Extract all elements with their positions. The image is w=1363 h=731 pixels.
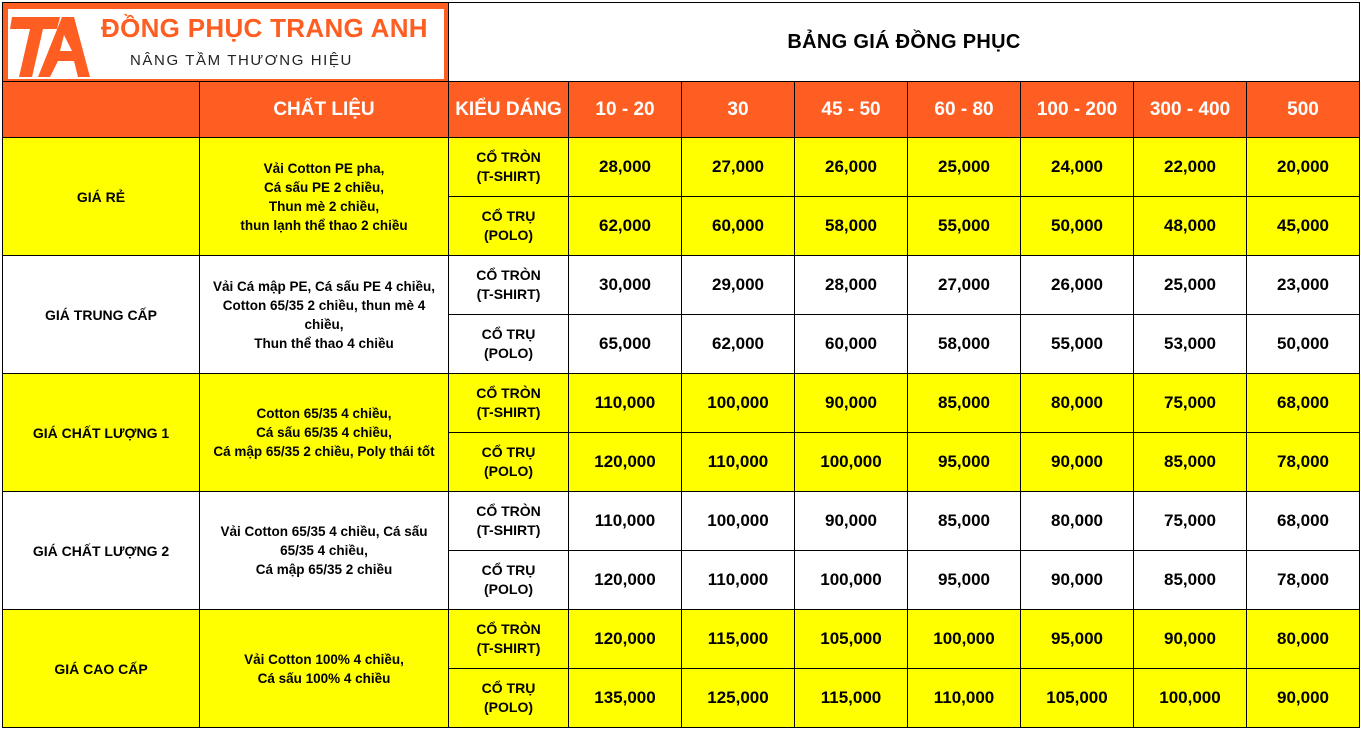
price-cell: 23,000: [1247, 256, 1360, 315]
price-cell: 24,000: [1021, 138, 1134, 197]
style-line: CỔ TRÒN: [476, 503, 541, 519]
tier-name: GIÁ TRUNG CẤP: [3, 256, 200, 374]
tier-materials: [200, 492, 449, 610]
brand-logo: [8, 9, 444, 79]
price-cell: 90,000: [1134, 610, 1247, 669]
price-cell: 95,000: [908, 433, 1021, 492]
header-quantity: 100 - 200: [1021, 82, 1134, 138]
style-cell: [449, 315, 569, 374]
price-cell: 75,000: [1134, 374, 1247, 433]
style-line: (T-SHIRT): [476, 522, 541, 538]
price-cell: 62,000: [682, 315, 795, 374]
material-line: Cá sấu 100% 4 chiều: [257, 670, 391, 686]
style-cell: [449, 492, 569, 551]
price-cell: 110,000: [908, 669, 1021, 728]
tier-materials: [200, 138, 449, 256]
price-cell: 28,000: [569, 138, 682, 197]
price-cell: 100,000: [908, 610, 1021, 669]
ta-monogram-icon: [8, 9, 100, 79]
style-line: (T-SHIRT): [476, 640, 541, 656]
price-cell: 105,000: [1021, 669, 1134, 728]
table-row: [3, 610, 1360, 669]
header-style: KIỂU DÁNG: [449, 82, 569, 138]
price-cell: 120,000: [569, 433, 682, 492]
material-line: Cá sấu PE 2 chiều,: [263, 179, 385, 195]
price-cell: 80,000: [1247, 610, 1360, 669]
price-cell: 50,000: [1021, 197, 1134, 256]
style-cell: [449, 374, 569, 433]
brand-slogan: NÂNG TẦM THƯƠNG HIỆU: [130, 51, 353, 69]
price-cell: 115,000: [795, 669, 908, 728]
price-cell: 60,000: [682, 197, 795, 256]
table-row: [3, 492, 1360, 551]
style-cell: [449, 610, 569, 669]
material-line: Cotton 65/35 4 chiều,: [256, 406, 392, 421]
style-line: CỔ TRỤ: [481, 562, 536, 578]
price-cell: 68,000: [1247, 492, 1360, 551]
style-line: (POLO): [484, 227, 533, 243]
price-cell: 25,000: [908, 138, 1021, 197]
price-cell: 22,000: [1134, 138, 1247, 197]
style-line: CỔ TRÒN: [476, 385, 541, 401]
page-title: BẢNG GIÁ ĐỒNG PHỤC: [449, 3, 1360, 82]
price-cell: 100,000: [795, 433, 908, 492]
price-cell: 27,000: [682, 138, 795, 197]
price-cell: 62,000: [569, 197, 682, 256]
price-cell: 48,000: [1134, 197, 1247, 256]
price-cell: 120,000: [569, 610, 682, 669]
price-cell: 110,000: [569, 492, 682, 551]
tier-name: GIÁ CHẤT LƯỢNG 1: [3, 374, 200, 492]
price-cell: 20,000: [1247, 138, 1360, 197]
header-material: CHẤT LIỆU: [200, 82, 449, 138]
tier-materials: [200, 374, 449, 492]
price-table: [2, 2, 1360, 728]
brand-name: ĐỒNG PHỤC TRANG ANH: [101, 12, 428, 43]
price-cell: 53,000: [1134, 315, 1247, 374]
table-row: [3, 256, 1360, 315]
material-line: Thun thể thao 4 chiều: [254, 335, 394, 351]
price-cell: 135,000: [569, 669, 682, 728]
material-line: Thun mè 2 chiều,: [268, 198, 380, 214]
price-cell: 50,000: [1247, 315, 1360, 374]
material-line: thun lạnh thể thao 2 chiều: [240, 217, 408, 233]
price-cell: 26,000: [1021, 256, 1134, 315]
material-line: Cá mập 65/35 2 chiều, Poly thái tốt: [213, 444, 435, 459]
price-cell: 75,000: [1134, 492, 1247, 551]
price-cell: 100,000: [682, 492, 795, 551]
price-cell: 60,000: [795, 315, 908, 374]
price-cell: 110,000: [682, 433, 795, 492]
price-cell: 78,000: [1247, 551, 1360, 610]
style-line: (POLO): [484, 699, 533, 715]
price-cell: 80,000: [1021, 492, 1134, 551]
price-cell: 58,000: [795, 197, 908, 256]
style-line: CỔ TRỤ: [481, 444, 536, 460]
style-line: (T-SHIRT): [476, 404, 541, 420]
header-quantity: 300 - 400: [1134, 82, 1247, 138]
style-cell: [449, 197, 569, 256]
material-line: Cá mập 65/35 2 chiều: [255, 562, 393, 577]
price-cell: 90,000: [795, 492, 908, 551]
style-cell: [449, 138, 569, 197]
header-corner: [3, 82, 200, 138]
price-cell: 25,000: [1134, 256, 1247, 315]
style-line: CỔ TRÒN: [476, 149, 541, 165]
price-cell: 58,000: [908, 315, 1021, 374]
material-line: Vải Cá mập PE, Cá sấu PE 4 chiều,: [212, 278, 436, 294]
price-cell: 55,000: [908, 197, 1021, 256]
table-row: [3, 374, 1360, 433]
material-line: Vải Cotton PE pha,: [263, 160, 385, 176]
price-cell: 30,000: [569, 256, 682, 315]
price-cell: 90,000: [1021, 551, 1134, 610]
style-line: (POLO): [484, 463, 533, 479]
style-cell: [449, 551, 569, 610]
style-line: (POLO): [484, 345, 533, 361]
price-cell: 68,000: [1247, 374, 1360, 433]
price-cell: 26,000: [795, 138, 908, 197]
price-cell: 95,000: [908, 551, 1021, 610]
style-line: CỔ TRÒN: [476, 621, 541, 637]
style-line: CỔ TRÒN: [476, 267, 541, 283]
tier-name: GIÁ CHẤT LƯỢNG 2: [3, 492, 200, 610]
material-line: Vải Cotton 100% 4 chiều,: [244, 651, 404, 667]
material-line: Cá sấu 65/35 4 chiều,: [256, 425, 392, 440]
table-row: [3, 138, 1360, 197]
price-cell: 100,000: [1134, 669, 1247, 728]
price-cell: 90,000: [795, 374, 908, 433]
price-cell: 28,000: [795, 256, 908, 315]
style-cell: [449, 256, 569, 315]
header-quantity: 45 - 50: [795, 82, 908, 138]
price-cell: 95,000: [1021, 610, 1134, 669]
price-cell: 90,000: [1247, 669, 1360, 728]
price-cell: 78,000: [1247, 433, 1360, 492]
price-cell: 120,000: [569, 551, 682, 610]
price-cell: 80,000: [1021, 374, 1134, 433]
style-line: CỔ TRỤ: [481, 680, 536, 696]
style-line: CỔ TRỤ: [481, 326, 536, 342]
price-cell: 105,000: [795, 610, 908, 669]
style-cell: [449, 669, 569, 728]
price-cell: 85,000: [908, 374, 1021, 433]
price-cell: 110,000: [682, 551, 795, 610]
header-quantity: 500: [1247, 82, 1360, 138]
header-quantity: 60 - 80: [908, 82, 1021, 138]
price-cell: 110,000: [569, 374, 682, 433]
price-cell: 85,000: [1134, 551, 1247, 610]
price-cell: 65,000: [569, 315, 682, 374]
style-line: CỔ TRỤ: [481, 208, 536, 224]
tier-name: GIÁ CAO CẤP: [3, 610, 200, 728]
tier-materials: [200, 610, 449, 728]
price-cell: 29,000: [682, 256, 795, 315]
style-line: (T-SHIRT): [476, 168, 541, 184]
price-cell: 27,000: [908, 256, 1021, 315]
material-line: Cotton 65/35 2 chiều, thun mè 4: [222, 297, 426, 313]
tier-name: GIÁ RẺ: [3, 138, 200, 256]
price-cell: 125,000: [682, 669, 795, 728]
material-line: Vải Cotton 65/35 4 chiều, Cá sấu: [220, 524, 428, 539]
logo-cell: [3, 3, 449, 82]
style-line: (T-SHIRT): [476, 286, 541, 302]
price-cell: 100,000: [682, 374, 795, 433]
price-cell: 115,000: [682, 610, 795, 669]
price-cell: 100,000: [795, 551, 908, 610]
price-cell: 45,000: [1247, 197, 1360, 256]
tier-materials: [200, 256, 449, 374]
header-quantity: 10 - 20: [569, 82, 682, 138]
price-cell: 90,000: [1021, 433, 1134, 492]
price-cell: 85,000: [1134, 433, 1247, 492]
material-line: chiều,: [304, 316, 344, 332]
header-quantity: 30: [682, 82, 795, 138]
price-cell: 85,000: [908, 492, 1021, 551]
style-cell: [449, 433, 569, 492]
price-cell: 55,000: [1021, 315, 1134, 374]
material-line: 65/35 4 chiều,: [280, 543, 368, 558]
style-line: (POLO): [484, 581, 533, 597]
